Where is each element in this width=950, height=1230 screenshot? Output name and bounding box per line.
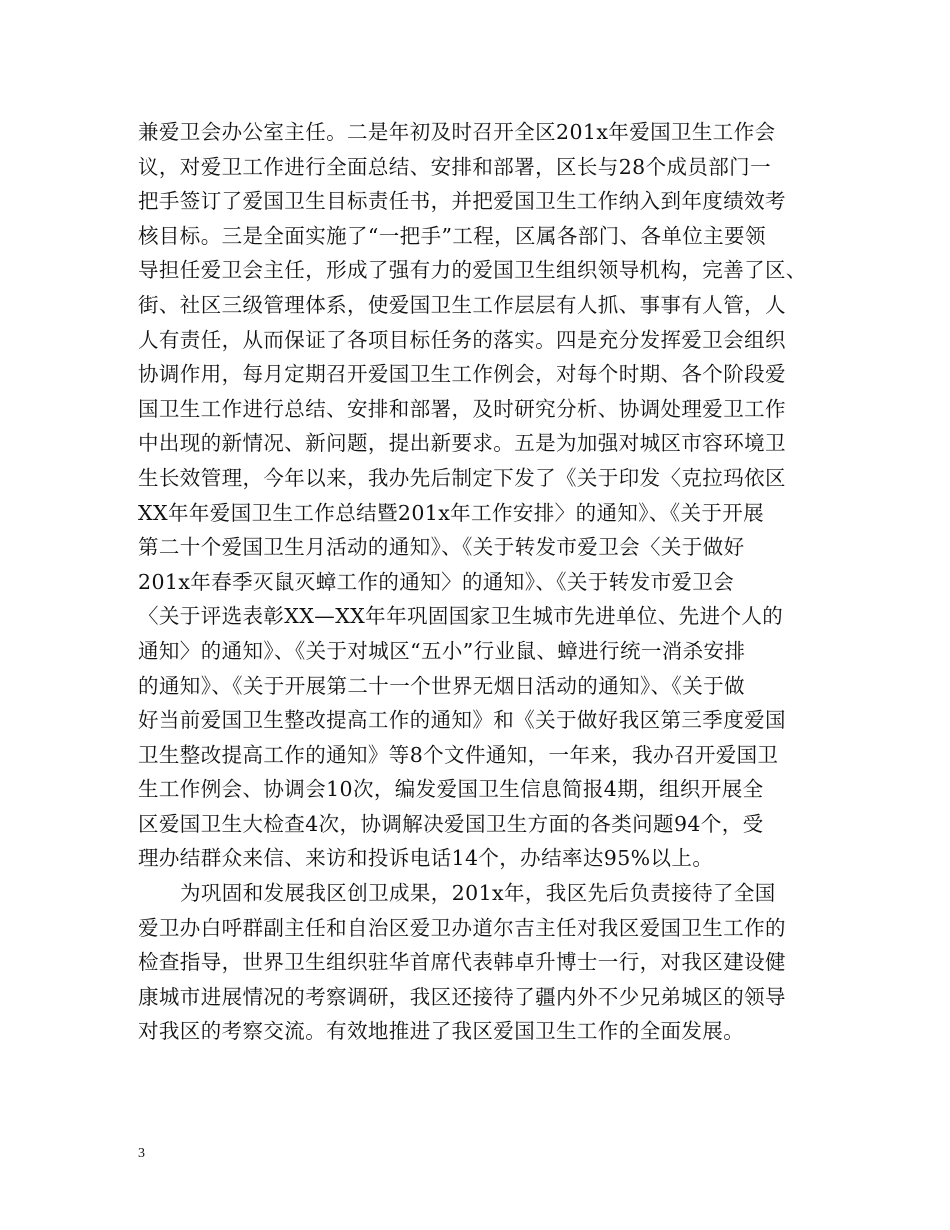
text-line: 检查指导，世界卫生组织驻华首席代表韩卓升博士一行，对我区建设健 [138, 950, 786, 975]
text-line: 人有责任，从而保证了各项目标任务的落实。四是充分发挥爱卫会组织 [138, 327, 786, 352]
text-line: 康城市进展情况的考察调研，我区还接待了疆内外不少兄弟城区的领导 [138, 984, 786, 1009]
text-line: 中出现的新情况、新问题，提出新要求。五是为加强对城区市容环境卫 [138, 431, 786, 456]
text-line: 议，对爱卫工作进行全面总结、安排和部署，区长与28个成员部门一 [138, 154, 771, 179]
text-line: 街、社区三级管理体系，使爱国卫生工作层层有人抓、事事有人管，人 [138, 292, 786, 317]
text-line: 把手签订了爱国卫生目标责任书，并把爱国卫生工作纳入到年度绩效考 [138, 189, 786, 214]
text-line: 核目标。三是全面实施了“一把手”工程，区属各部门、各单位主要领 [138, 223, 766, 248]
text-line: 为巩固和发展我区创卫成果，201x年，我区先后负责接待了全国 [180, 881, 776, 906]
text-line: 生长效管理，今年以来，我办先后制定下发了《关于印发〈克拉玛依区 [138, 465, 786, 490]
text-line: 国卫生工作进行总结、安排和部署，及时研究分析、协调处理爱卫工作 [138, 396, 786, 421]
page-number: 3 [138, 1146, 145, 1161]
text-line: 协调作用，每月定期召开爱国卫生工作例会，对每个时期、各个阶段爱 [138, 362, 786, 387]
text-line: 区爱国卫生大检查4次，协调解决爱国卫生方面的各类问题94个，受 [138, 811, 764, 836]
paragraph [138, 115, 818, 876]
text-line: 理办结群众来信、来访和投诉电话14个，办结率达95%以上。 [138, 846, 714, 871]
text-line: 卫生整改提高工作的通知》等8个文件通知，一年来，我办召开爱国卫 [138, 742, 779, 767]
text-line: 通知〉的通知》、《关于对城区“五小”行业鼠、蟑进行统一消杀安排 [138, 638, 746, 663]
text-line: 的通知》、《关于开展第二十一个世界无烟日活动的通知》、《关于做 [138, 673, 745, 698]
text-line: 好当前爱国卫生整改提高工作的通知》和《关于做好我区第三季度爱国 [138, 708, 786, 733]
body-text [138, 115, 818, 1049]
text-line: 第二十个爱国卫生月活动的通知》、《关于转发市爱卫会〈关于做好 [138, 535, 745, 560]
text-line: 爱卫办白呼群副主任和自治区爱卫办道尔吉主任对我区爱国卫生工作的 [138, 915, 786, 940]
text-line: XX年年爱国卫生工作总结暨201x年工作安排〉的通知》、《关于开展 [138, 500, 765, 525]
text-line: 兼爱卫会办公室主任。二是年初及时召开全区201x年爱国卫生工作会 [138, 120, 776, 144]
text-line: 201x年春季灭鼠灭蟑工作的通知〉的通知》、《关于转发市爱卫会 [138, 569, 735, 594]
text-line: 导担任爱卫会主任，形成了强有力的爱国卫生组织领导机构，完善了区、 [138, 258, 807, 283]
paragraph [138, 876, 818, 1049]
text-line: 生工作例会、协调会10次，编发爱国卫生信息简报4期，组织开展全 [138, 777, 764, 802]
text-line: 对我区的考察交流。有效地推进了我区爱国卫生工作的全面发展。 [138, 1019, 745, 1044]
text-line: 〈关于评选表彰XX—XX年年巩固国家卫生城市先进单位、先进个人的 [138, 604, 784, 629]
